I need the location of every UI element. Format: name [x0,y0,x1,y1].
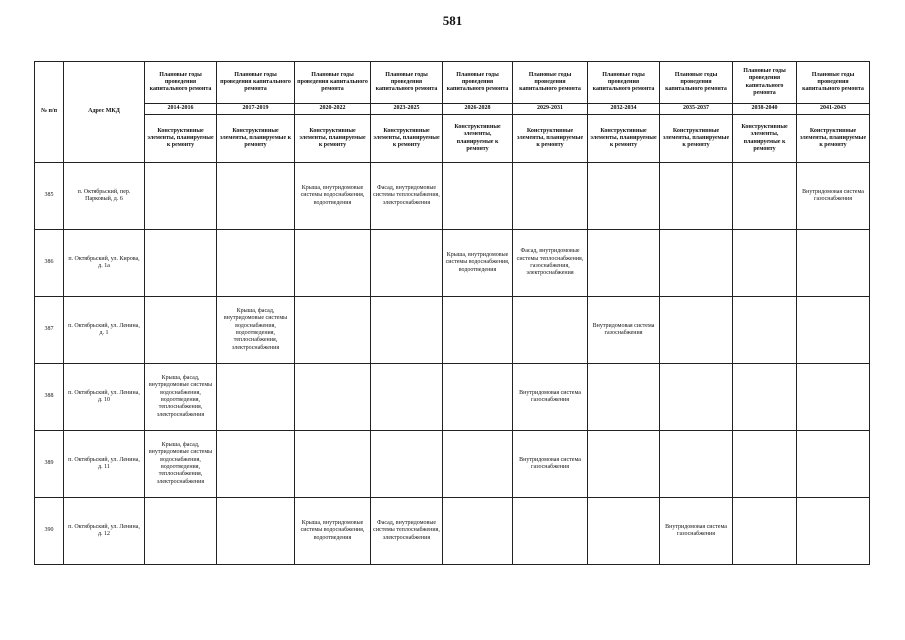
header-planned-years: Плановые годы проведения капитального ремонта [295,62,371,104]
row-cell [217,498,295,565]
row-cell [443,498,513,565]
row-cell [513,498,588,565]
header-planned-years: Плановые годы проведения капитального ремонта [443,62,513,104]
capital-repair-table [34,61,870,565]
header-row-planned-years [35,62,870,104]
header-planned-years: Плановые годы проведения капитального ремонта [217,62,295,104]
table-row [35,498,870,565]
row-address: п. Октябрьский, ул. Ленина, д. 11 [64,431,145,498]
row-cell [217,431,295,498]
row-cell: Крыша, внутридомовые системы водоснабжения, водоотведения [443,230,513,297]
row-address: п. Октябрьский, ул. Ленина, д. 1 [64,297,145,364]
row-cell: Крыша, фасад, внутридомовые системы водоснабжения, водоотведения, теплоснабжения, электроснабжения [145,364,217,431]
row-cell [513,297,588,364]
row-cell [733,230,797,297]
row-number: 388 [35,364,64,431]
table-row [35,297,870,364]
table-row [35,163,870,230]
row-cell: Внутридомовая система газоснабжения [660,498,733,565]
header-period: 2032-2034 [588,104,660,115]
row-cell [145,230,217,297]
header-num: № п/п [35,62,64,163]
header-planned-years: Плановые годы проведения капитального ремонта [513,62,588,104]
header-elements: Конструктивные элементы, планируемые к ремонту [513,115,588,163]
header-elements: Конструктивные элементы, планируемые к ремонту [145,115,217,163]
row-cell [733,297,797,364]
row-cell: Фасад, внутридомовые системы теплоснабжения, электроснабжения [371,498,443,565]
header-planned-years: Плановые годы проведения капитального ремонта [371,62,443,104]
header-elements: Конструктивные элементы, планируемые к ремонту [295,115,371,163]
row-cell [797,431,870,498]
row-cell [145,163,217,230]
row-cell [588,163,660,230]
row-address: п. Октябрьский, пер. Парковый, д. 6 [64,163,145,230]
header-elements: Конструктивные элементы, планируемые к ремонту [217,115,295,163]
row-cell [797,230,870,297]
header-period: 2038-2040 [733,104,797,115]
row-cell [217,163,295,230]
header-elements: Конструктивные элементы, планируемые к ремонту [588,115,660,163]
header-planned-years: Плановые годы проведения капитального ремонта [588,62,660,104]
header-row-periods [35,104,870,115]
row-number: 389 [35,431,64,498]
row-cell [371,297,443,364]
table-row [35,230,870,297]
table-row [35,431,870,498]
row-cell [733,431,797,498]
table-row [35,364,870,431]
page-number: 581 [442,13,463,28]
row-cell [217,230,295,297]
row-cell [443,364,513,431]
row-cell [295,230,371,297]
header-period: 2026-2028 [443,104,513,115]
header-elements: Конструктивные элементы, планируемые к ремонту [443,115,513,163]
header-period: 2029-2031 [513,104,588,115]
row-cell: Крыша, внутридомовые системы водоснабжения, водоотведения [295,498,371,565]
header-period: 2017-2019 [217,104,295,115]
row-cell [588,230,660,297]
row-cell [371,230,443,297]
row-cell [733,364,797,431]
row-cell [797,364,870,431]
header-period: 2041-2043 [797,104,870,115]
header-planned-years: Плановые годы проведения капитального ремонта [733,62,797,104]
row-cell [660,364,733,431]
row-cell [513,163,588,230]
row-cell [443,297,513,364]
row-cell [145,297,217,364]
row-cell [660,431,733,498]
header-elements: Конструктивные элементы, планируемые к ремонту [371,115,443,163]
row-cell: Внутридомовая система газоснабжения [797,163,870,230]
row-cell: Крыша, внутридомовые системы водоснабжения, водоотведения [295,163,371,230]
row-cell [660,163,733,230]
header-period: 2023-2025 [371,104,443,115]
row-cell: Фасад, внутридомовые системы теплоснабжения, газоснабжения, электроснабжения [513,230,588,297]
row-cell [371,364,443,431]
row-cell [443,431,513,498]
row-cell [660,297,733,364]
row-cell: Фасад, внутридомовые системы теплоснабжения, электроснабжения [371,163,443,230]
row-cell [797,297,870,364]
row-cell: Внутридомовая система газоснабжения [588,297,660,364]
row-cell [588,364,660,431]
row-cell [660,230,733,297]
row-cell: Внутридомовая система газоснабжения [513,431,588,498]
header-period: 2020-2022 [295,104,371,115]
row-cell [371,431,443,498]
row-cell: Крыша, фасад, внутридомовые системы водоснабжения, водоотведения, теплоснабжения, электроснабжения [217,297,295,364]
header-elements: Конструктивные элементы, планируемые к ремонту [660,115,733,163]
row-number: 387 [35,297,64,364]
row-cell [295,364,371,431]
header-period: 2014-2016 [145,104,217,115]
row-number: 386 [35,230,64,297]
row-cell [443,163,513,230]
header-elements: Конструктивные элементы, планируемые к ремонту [733,115,797,163]
row-cell: Крыша, фасад, внутридомовые системы водоснабжения, водоотведения, теплоснабжения, электроснабжения [145,431,217,498]
row-address: п. Октябрьский, ул. Кирова, д. 1а [64,230,145,297]
row-cell [733,498,797,565]
header-period: 2035-2037 [660,104,733,115]
row-number: 390 [35,498,64,565]
row-cell [733,163,797,230]
row-address: п. Октябрьский, ул. Ленина, д. 12 [64,498,145,565]
row-cell [145,498,217,565]
header-planned-years: Плановые годы проведения капитального ремонта [797,62,870,104]
row-number: 385 [35,163,64,230]
row-cell [295,297,371,364]
row-cell [295,431,371,498]
header-row-elements [35,115,870,163]
header-elements: Конструктивные элементы, планируемые к ремонту [797,115,870,163]
row-cell: Внутридомовая система газоснабжения [513,364,588,431]
header-address: Адрес МКД [64,62,145,163]
row-cell [797,498,870,565]
row-address: п. Октябрьский, ул. Ленина, д. 10 [64,364,145,431]
header-planned-years: Плановые годы проведения капитального ремонта [145,62,217,104]
row-cell [588,431,660,498]
row-cell [588,498,660,565]
row-cell [217,364,295,431]
header-planned-years: Плановые годы проведения капитального ремонта [660,62,733,104]
